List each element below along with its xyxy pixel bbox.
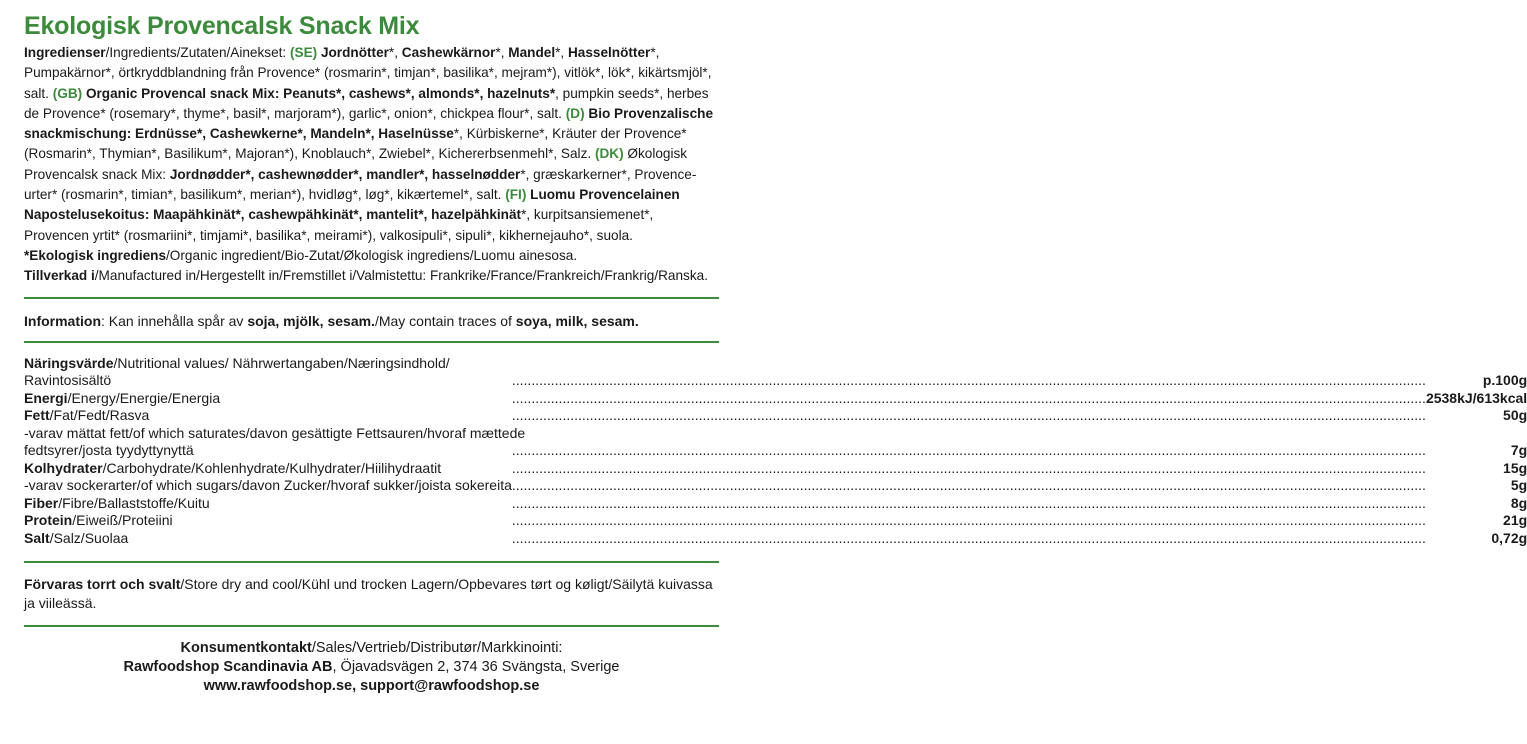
divider bbox=[24, 341, 719, 343]
manufactured-text: /Manufactured in/Hergestellt in/Fremstillet i/Valmistettu: Frankrike/France/Frankreich/Frankrig/Ranska. bbox=[94, 268, 708, 284]
protein-value: 21g bbox=[1503, 512, 1527, 529]
ingredients-label: Ingredienser bbox=[24, 45, 106, 60]
contact-block: Konsumentkontakt/Sales/Vertrieb/Distributør/Markkinointi: Rawfoodshop Scandinavia AB, Öjavadsvägen 2, 374 36 Svängsta, Sverige www.rawfoodshop.se, support@rawfoodshop.se bbox=[24, 639, 719, 696]
table-row: Fett/Fat/Fedt/Rasva ..... 50g bbox=[24, 407, 1527, 425]
lang-code-se: (SE) bbox=[289, 45, 318, 60]
table-row: Fiber/Fibre/Ballaststoffe/Kuitu ..... 8g bbox=[24, 495, 1527, 513]
allergen-info: Information: Kan innehålla spår av soja, mjölk, sesam./May contain traces of soya, milk, sesam. bbox=[24, 312, 639, 329]
storage-info: Förvaras torrt och svalt/Store dry and cool/Kühl und trocken Lagern/Opbevares tørt og køligt/Säilytä kuivassa ja viileässä. bbox=[24, 576, 713, 612]
nutrition-table bbox=[24, 372, 1527, 547]
lang-code-d: (D) bbox=[565, 105, 585, 121]
table-row: Protein/Eiweiß/Proteiini ..... 21g bbox=[24, 512, 1527, 530]
lang-code-gb: (GB) bbox=[52, 85, 83, 101]
company-address: , Öjavadsvägen 2, 374 36 Svängsta, Sverige bbox=[332, 659, 620, 676]
organic-label: *Ekologisk ingrediens bbox=[24, 247, 167, 263]
lang-code-fi: (FI) bbox=[505, 187, 527, 203]
table-row: Kolhydrater/Carbohydrate/Kohlenhydrate/Kulhydrater/Hiilihydraatit ..... 15g bbox=[24, 460, 1527, 478]
divider bbox=[24, 561, 719, 563]
energy-value: 2538kJ/613kcal bbox=[1425, 389, 1527, 406]
nutrition-label: Näringsvärde bbox=[24, 354, 114, 371]
ingredients-block: Ingredienser/Ingredients/Zutaten/Ainekset: (SE) Jordnötter*, Cashewkärnor*, Mandel*, Hasselnötter*, Pumpakärnor*, örtkryddblandning från Provence* (rosmarin*, timjan*, basilika*, mejram*), vitlök*, lök*, kikärtsmjöl*, salt. (GB) Organic Provencal snack Mix: Peanuts*, cashews*, almonds*, hazelnuts*, pumpkin seeds*, herbes de Provence* (rosemary*, thyme*, basil*, marjoram*), garlic*, onion*, chickpea flour*, salt. (D) Bio Provenzalische snackmischung: Erdnüsse*, Cashewkerne*, Mandeln*, Haselnüsse*, Kürbiskerne*, Kräuter der Provence* (Rosmarin*, Thymian*, Basilikum*, Majoran*), Knoblauch*, Zwiebel*, Kichererbsenmehl*, Salz. (DK) Økologisk Provencalsk snack Mix: Jordnødder*, cashewnødder*, mandler*, hasselnødder*, græskarkerner*, Provence-urter* (rosmarin*, timian*, basilikum*, merian*), hvidløg*, løg*, kikærtemel*, salt. (FI) Luomu Provencelainen Napostelusekoitus: Maapähkinät*, cashewpähkinät*, mantelit*, hazelpähkinät*, kurpitsansiemenet*, Provencen yrtit* (rosmariini*, timjami*, basilika*, meirami*), valkosipuli*, sipuli*, kikhernejauho*, suola. *Ekologisk ingrediens/Organic ingredient/Bio-Zutat/Økologisk ingrediens/Luomu ainesosa. Tillverkad i/Manufactured in/Hergestellt in/Fremstillet i/Valmistettu: Frankrike/France/Frankreich/Frankrig/Ranska. bbox=[24, 45, 714, 284]
table-row: fedtsyrer/josta tyydyttynyttä ..... 7g bbox=[24, 442, 1527, 460]
product-title: Ekologisk Provencalsk Snack Mix bbox=[24, 12, 420, 40]
storage-label: Förvaras torrt och svalt bbox=[24, 576, 181, 593]
divider bbox=[24, 625, 719, 627]
table-row: Energi/Energy/Energie/Energia ..... 2538kJ/613kcal bbox=[24, 390, 1527, 408]
fiber-value: 8g bbox=[1510, 494, 1527, 511]
table-row: -varav mättat fett/of which saturates/davon gesättigte Fettsauren/hvoraf mættede bbox=[24, 424, 526, 441]
divider bbox=[24, 297, 719, 299]
organic-text: /Organic ingredient/Bio-Zutat/Økologisk ingrediens/Luomu ainesosa. bbox=[166, 247, 578, 263]
sugars-value: 5g bbox=[1510, 477, 1527, 494]
web-email: www.rawfoodshop.se, support@rawfoodshop.se bbox=[203, 678, 540, 695]
information-label: Information bbox=[24, 312, 101, 329]
carbohydrate-value: 15g bbox=[1503, 459, 1527, 476]
fat-value: 50g bbox=[1503, 407, 1527, 424]
contact-label: Konsumentkontakt bbox=[180, 640, 312, 657]
table-row: Salt/Salz/Suolaa ..... 0,72g bbox=[24, 530, 1527, 548]
saturates-value: 7g bbox=[1510, 442, 1527, 459]
salt-value: 0,72g bbox=[1491, 529, 1527, 546]
per-100g-label: p.100g bbox=[1482, 372, 1527, 389]
table-row: -varav sockerarter/of which sugars/davon Zucker/hvoraf sukker/joista sokereita ..... 5g bbox=[24, 477, 1527, 495]
lang-code-dk: (DK) bbox=[594, 146, 624, 162]
manufactured-label: Tillverkad i bbox=[24, 268, 95, 284]
table-row: Ravintosisältö ..... p.100g bbox=[24, 372, 1527, 390]
company-name: Rawfoodshop Scandinavia AB bbox=[123, 659, 333, 676]
nutrition-heading: Näringsvärde/Nutritional values/ Nährwertangaben/Næringsindhold/ bbox=[24, 354, 450, 371]
